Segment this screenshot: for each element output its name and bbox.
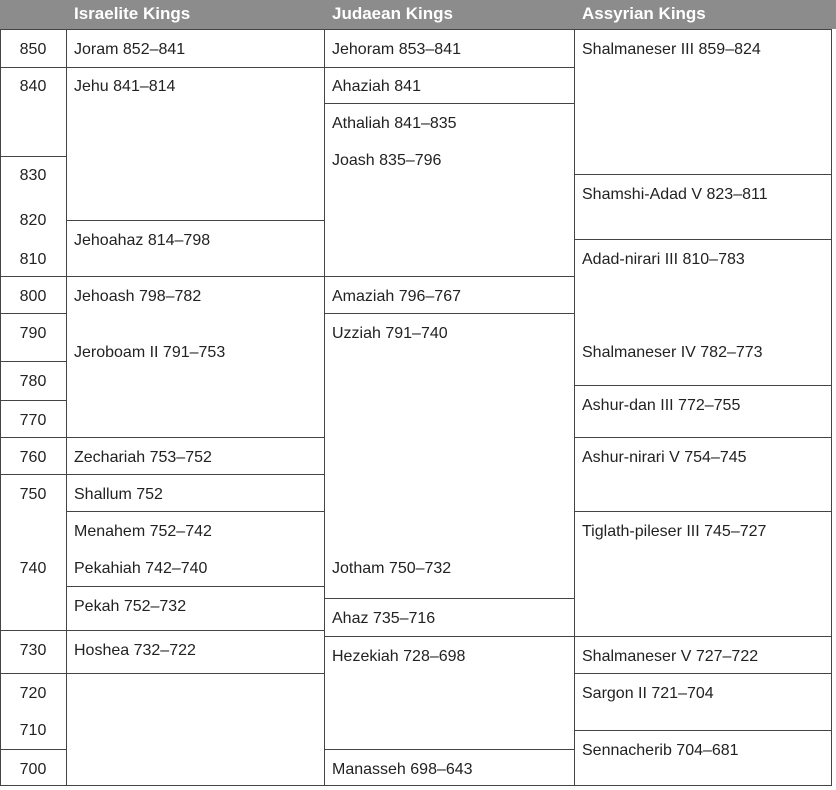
grid-line: [324, 276, 574, 277]
year-label: 770: [19, 412, 47, 429]
israel-king: Jehoahaz 814–798: [74, 232, 211, 249]
year-label: 730: [19, 642, 47, 659]
grid-line: [0, 749, 66, 750]
year-label: 790: [19, 325, 47, 342]
assyria-king: Sargon II 721–704: [582, 685, 714, 702]
grid-line: [66, 630, 324, 631]
judah-king: Jehoram 853–841: [332, 41, 461, 58]
israel-king: Menahem 752–742: [74, 523, 212, 540]
judah-king: Amaziah 796–767: [332, 288, 461, 305]
grid-line: [0, 361, 66, 362]
grid-line: [0, 785, 832, 786]
grid-line: [66, 67, 324, 68]
israel-king: Zechariah 753–752: [74, 449, 212, 466]
israel-king: Jehu 841–814: [74, 78, 176, 95]
judah-king: Hezekiah 728–698: [332, 648, 466, 665]
assyria-king: Ashur-dan III 772–755: [582, 397, 741, 414]
header-assyria-label: Assyrian Kings: [582, 4, 706, 23]
grid-line: [66, 511, 324, 512]
grid-line: [0, 29, 832, 30]
grid-line: [0, 313, 66, 314]
israel-king: Shallum 752: [74, 486, 163, 503]
grid-line: [324, 313, 574, 314]
israel-king: Jehoash 798–782: [74, 288, 202, 305]
grid-line: [324, 636, 574, 637]
grid-line: [66, 586, 324, 587]
assyria-king: Ashur-nirari V 754–745: [582, 449, 747, 466]
year-label: 810: [19, 251, 47, 268]
israel-king: Jeroboam II 791–753: [74, 344, 226, 361]
year-label: 760: [19, 449, 47, 466]
grid-line: [66, 437, 324, 438]
year-label: 750: [19, 486, 47, 503]
grid-line: [574, 673, 832, 674]
header-assyria: [574, 0, 836, 29]
year-label: 720: [19, 685, 47, 702]
year-label: 800: [19, 288, 47, 305]
grid-line: [574, 385, 832, 386]
grid-line: [66, 220, 324, 221]
header-israel: [66, 0, 324, 29]
judah-king: Jotham 750–732: [332, 560, 452, 577]
assyria-king: Shalmaneser III 859–824: [582, 41, 761, 58]
header-judah-label: Judaean Kings: [332, 4, 453, 23]
grid-line: [66, 474, 324, 475]
judah-king: Ahaz 735–716: [332, 610, 436, 627]
grid-line: [0, 67, 66, 68]
grid-line: [0, 400, 66, 401]
year-label: 740: [19, 560, 47, 577]
israel-king: Joram 852–841: [74, 41, 186, 58]
assyria-king: Adad-nirari III 810–783: [582, 251, 745, 268]
year-label: 710: [19, 722, 47, 739]
grid-line: [0, 437, 66, 438]
grid-line: [324, 103, 574, 104]
grid-line: [324, 67, 574, 68]
judah-king: Joash 835–796: [332, 152, 442, 169]
israel-king: Hoshea 732–722: [74, 642, 196, 659]
assyria-king: Shalmaneser V 727–722: [582, 648, 759, 665]
grid-line: [0, 276, 66, 277]
judah-king: Manasseh 698–643: [332, 761, 473, 778]
year-label: 850: [19, 41, 47, 58]
grid-line: [324, 29, 325, 786]
year-label: 840: [19, 78, 47, 95]
grid-line: [574, 239, 832, 240]
assyria-king: Tiglath-pileser III 745–727: [582, 523, 767, 540]
grid-line: [0, 630, 66, 631]
header-judah: [324, 0, 574, 29]
header-israel-label: Israelite Kings: [74, 4, 191, 23]
grid-line: [574, 730, 832, 731]
israel-king: Pekahiah 742–740: [74, 560, 208, 577]
grid-line: [574, 174, 832, 175]
grid-line: [574, 511, 832, 512]
grid-line: [0, 673, 66, 674]
judah-king: Uzziah 791–740: [332, 325, 448, 342]
grid-line: [574, 437, 832, 438]
grid-line: [324, 598, 574, 599]
year-label: 830: [19, 167, 47, 184]
israel-king: Pekah 752–732: [74, 598, 187, 615]
judah-king: Athaliah 841–835: [332, 115, 457, 132]
judah-king: Ahaziah 841: [332, 78, 421, 95]
grid-line: [574, 636, 832, 637]
grid-line: [66, 673, 324, 674]
year-label: 780: [19, 373, 47, 390]
year-label: 820: [19, 212, 47, 229]
assyria-king: Shalmaneser IV 782–773: [582, 344, 763, 361]
year-label: 700: [19, 761, 47, 778]
header-year: [0, 0, 66, 29]
grid-line: [0, 156, 66, 157]
assyria-king: Shamshi-Adad V 823–811: [582, 186, 768, 203]
grid-line: [324, 749, 574, 750]
grid-line: [0, 474, 66, 475]
assyria-king: Sennacherib 704–681: [582, 742, 739, 759]
grid-line: [66, 276, 324, 277]
